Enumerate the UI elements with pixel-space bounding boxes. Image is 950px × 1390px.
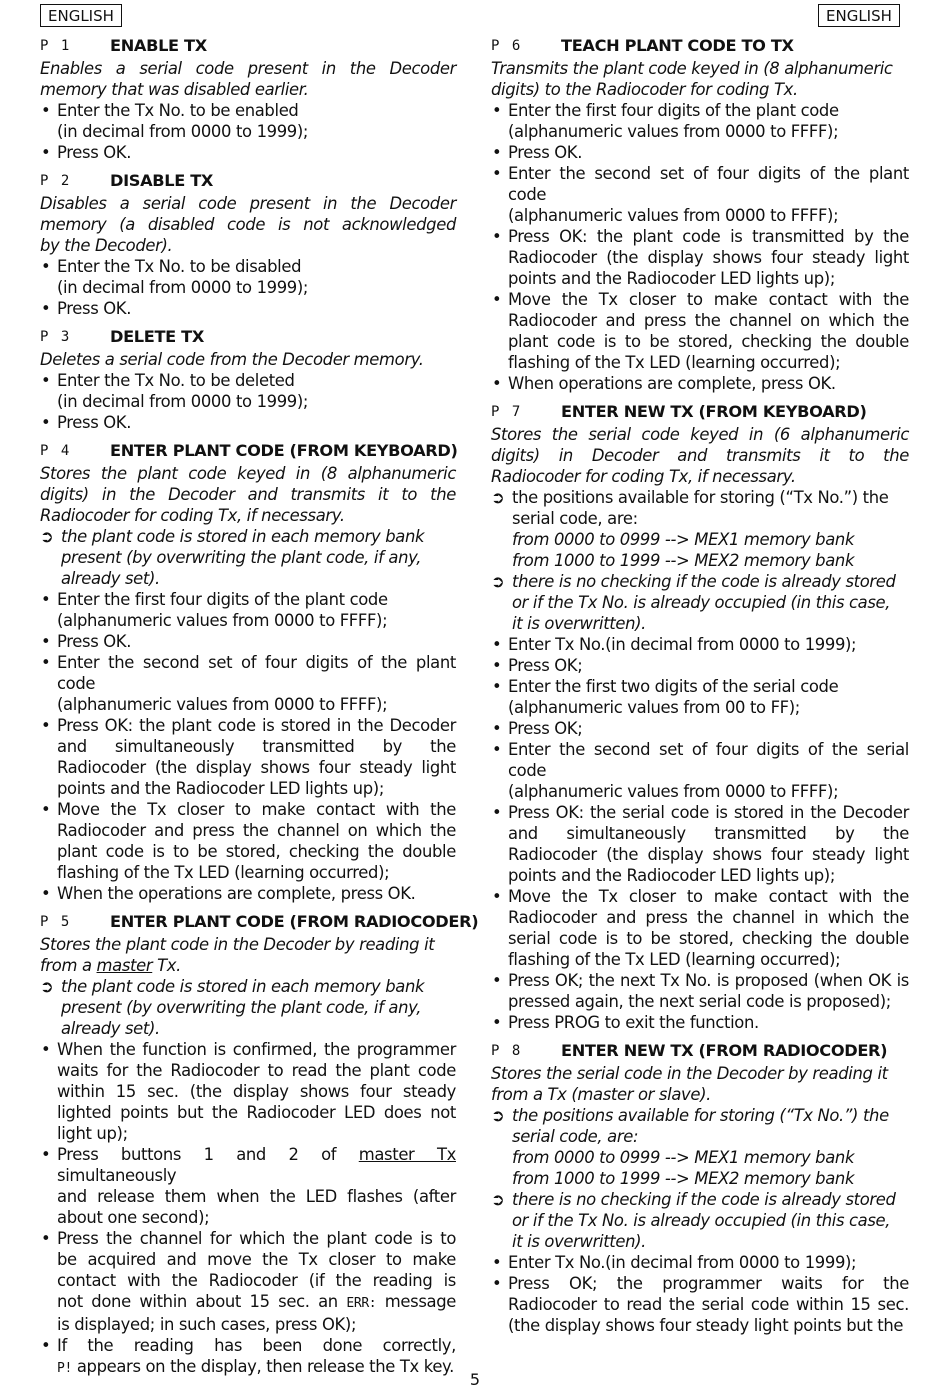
note-item [491,1189,909,1252]
list-item [491,739,909,802]
item-line: When the operations are complete, press OK. [57,884,416,903]
list-item [491,1273,909,1336]
note-line: it is overwritten). [512,1232,647,1251]
list-item [40,412,456,433]
item-line: flashing of the Tx LED (learning occurred); [508,950,841,969]
bullet-icon: • [41,371,51,390]
item-line: (alphanumeric values from 0000 to FFFF); [508,122,839,141]
item-line: Enter the second set of four digits of the serial [508,740,909,759]
section-title: ENTER PLANT CODE (FROM KEYBOARD) [110,441,458,460]
item-line: points and the Radiocoder LED lights up); [508,269,835,288]
item-line: (in decimal from 0000 to 1999); [57,278,309,297]
item-line: serial code is to be stored, checking the double [508,929,909,948]
item-line: Press OK. [57,143,132,162]
list-item [40,100,456,142]
note-line: there is no checking if the code is already stored [512,1190,896,1209]
note-line: there is no checking if the code is already stored [512,572,896,591]
description-line: digits) to the Radiocoder for coding Tx. [491,80,798,99]
program-code: P 3 [40,329,72,345]
note-line: serial code, are: [512,1127,639,1146]
program-code: P 1 [40,38,72,54]
section-p7 [491,400,909,1033]
section-heading [491,34,909,58]
arrow-icon: ➲ [491,572,505,591]
note-line: from 1000 to 1999 --> MEX2 memory bank [512,551,855,570]
note-line: already set). [61,569,160,588]
item-line: Press OK; [508,656,583,675]
page-number: 5 [469,1370,481,1389]
note-item [491,571,909,634]
list-item [40,715,456,799]
item-line: Enter the second set of four digits of the plant [57,653,456,672]
note-line: serial code, are: [512,509,638,528]
bullet-icon: • [41,716,51,735]
section-title: ENTER PLANT CODE (FROM RADIOCODER) [110,912,479,931]
section-heading [40,34,456,58]
note-line: already set). [61,1019,160,1038]
item-line: about one second); [57,1208,210,1227]
list-item [491,634,909,655]
item-line: Press OK. [508,143,583,162]
section-heading [491,400,909,424]
item-line: Press OK: the plant code is transmitted by the [508,227,909,246]
description-line: Enables a serial code present in the Decoder [40,59,456,78]
item-line: When the function is confirmed, the programmer [57,1040,456,1059]
bullet-icon: • [492,290,502,309]
list-item [491,655,909,676]
item-line: Enter Tx No.(in decimal from 0000 to 1999); [508,635,857,654]
list-item [491,226,909,289]
item-line: Radiocoder and press the channel on which the [508,311,909,330]
program-code: P 8 [491,1043,523,1059]
item-line: Press PROG to exit the function. [508,1013,759,1032]
section-heading [40,325,456,349]
bullet-icon: • [492,719,502,738]
section-p6 [491,34,909,394]
underlined-term: master [96,956,153,975]
section-p5 [40,910,479,1379]
section-p3 [40,325,456,433]
item-line: code [508,761,547,780]
note-line: the positions available for storing (“Tx No.”) the [512,488,889,507]
note-line: or if the Tx No. is already occupied (in this case, [512,593,891,612]
text-run: from a [40,956,97,975]
section-title: ENABLE TX [110,36,207,55]
note-line: or if the Tx No. is already occupied (in this case, [512,1211,891,1230]
bullet-icon: • [492,971,502,990]
text-run: Press buttons 1 and 2 of [57,1145,359,1164]
list-item [491,1012,909,1033]
description-line: memory that was disabled earlier. [40,80,309,99]
section-title: DISABLE TX [110,171,214,190]
item-line: Press OK; [508,719,583,738]
list-item [491,718,909,739]
note-line: the plant code is stored in each memory bank [61,527,425,546]
section-title: TEACH PLANT CODE TO TX [561,36,794,55]
item-line: points and the Radiocoder LED lights up); [57,779,384,798]
description-line [40,955,456,976]
left-column [40,34,479,1385]
description-line: Stores the plant code in the Decoder by reading it [40,935,435,954]
item-line: waits for the Radiocoder to read the plant code [57,1061,456,1080]
program-code: P 5 [40,914,72,930]
item-line: Press OK. [57,632,132,651]
item-line: flashing of the Tx LED (learning occurred); [508,353,841,372]
item-line: pressed again, the next serial code is proposed); [508,992,891,1011]
item-line: contact with the Radiocoder (if the reading is [57,1271,456,1290]
item-line: and release them when the LED flashes (after [57,1187,456,1206]
item-line: (alphanumeric values from 0000 to FFFF); [508,206,839,225]
item-line: Move the Tx closer to make contact with the [508,887,909,906]
bullet-icon: • [492,101,502,120]
bullet-icon: • [492,803,502,822]
item-line: Enter the second set of four digits of the plant [508,164,909,183]
description-line: Transmits the plant code keyed in (8 alphanumeric [491,59,893,78]
item-line: (in decimal from 0000 to 1999); [57,392,309,411]
section-p2 [40,169,456,319]
section-heading [491,1039,909,1063]
list-item [491,289,909,373]
item-line: Press the channel for which the plant code is to [57,1229,456,1248]
list-item [40,256,456,298]
display-message: ERR: [346,1296,377,1311]
item-line: Press OK: the serial code is stored in the Decoder [508,803,909,822]
section-title: DELETE TX [110,327,204,346]
bullet-icon: • [492,887,502,906]
item-line: points and the Radiocoder LED lights up); [508,866,835,885]
bullet-icon: • [41,299,51,318]
item-line: light up); [57,1124,128,1143]
description-line: memory (a disabled code is not acknowledged [40,215,456,234]
description-line: Stores the serial code keyed in (6 alphanumeric [491,425,909,444]
bullet-icon: • [492,143,502,162]
description-line: digits) in Decoder and transmits it to the [491,446,909,465]
list-item [491,373,909,394]
list-item [491,142,909,163]
item-line: plant code is to be stored, checking the double [57,842,456,861]
section-title: ENTER NEW TX (FROM RADIOCODER) [561,1041,888,1060]
bullet-icon: • [41,143,51,162]
item-line: Move the Tx closer to make contact with the [508,290,909,309]
text-run: Tx. [152,956,181,975]
list-item [40,298,456,319]
arrow-icon: ➲ [491,1190,505,1209]
bullet-icon: • [492,740,502,759]
item-line: flashing of the Tx LED (learning occurred); [57,863,390,882]
item-line: Press OK; the programmer waits for the [508,1274,909,1293]
note-line: from 0000 to 0999 --> MEX1 memory bank [512,1148,855,1167]
item-line: plant code is to be stored, checking the double [508,332,909,351]
section-p8 [491,1039,909,1336]
bullet-icon: • [492,374,502,393]
bullet-icon: • [41,101,51,120]
item-line: Move the Tx closer to make contact with the [57,800,456,819]
list-item [491,100,909,142]
arrow-icon: ➲ [40,527,54,546]
right-column [491,34,909,1342]
text-run: not done within about 15 sec. an [57,1292,347,1311]
item-line: Radiocoder to read the serial code within 15 sec. [508,1295,909,1314]
program-code: P 6 [491,38,523,54]
item-line: Enter the first two digits of the serial code [508,677,839,696]
list-item [40,883,456,904]
section-title: ENTER NEW TX (FROM KEYBOARD) [561,402,867,421]
bullet-icon: • [492,677,502,696]
item-line: (alphanumeric values from 0000 to FFFF); [508,782,839,801]
item-line: When operations are complete, press OK. [508,374,836,393]
item-line: Enter the Tx No. to be enabled [57,101,299,120]
list-item [40,1039,456,1144]
bullet-icon: • [492,656,502,675]
item-line: Radiocoder (the display shows four steady light [508,248,909,267]
item-line: (in decimal from 0000 to 1999); [57,122,309,141]
program-code: P 2 [40,173,72,189]
program-code: P 7 [491,404,523,420]
description-line: Stores the plant code keyed in (8 alphanumeric [40,464,456,483]
item-line [57,1291,456,1314]
description-line: Radiocoder for coding Tx, if necessary. [491,467,796,486]
language-label-right: ENGLISH [818,4,900,27]
list-item [491,1252,909,1273]
description-line: Radiocoder for coding Tx, if necessary. [40,506,345,525]
bullet-icon: • [492,1013,502,1032]
bullet-icon: • [41,1336,51,1355]
section-p4 [40,439,456,904]
item-line: Enter Tx No.(in decimal from 0000 to 1999); [508,1253,857,1272]
note-line: it is overwritten). [512,614,647,633]
note-line: from 1000 to 1999 --> MEX2 memory bank [512,1169,855,1188]
bullet-icon: • [41,884,51,903]
description-line: Stores the serial code in the Decoder by reading it [491,1064,888,1083]
list-item [491,163,909,226]
display-message: P! [57,1361,72,1376]
list-item [491,676,909,718]
description-line: Disables a serial code present in the Decoder [40,194,456,213]
arrow-icon: ➲ [40,977,54,996]
item-line: Press OK; the next Tx No. is proposed (when OK is [508,971,909,990]
item-line: be acquired and move the Tx closer to make [57,1250,456,1269]
bullet-icon: • [492,1274,502,1293]
item-line: (alphanumeric values from 00 to FF); [508,698,800,717]
list-item [40,631,456,652]
item-line: If the reading has been done correctly, [57,1336,456,1355]
bullet-icon: • [41,1040,51,1059]
item-line: (the display shows four steady light points but the [508,1316,904,1335]
bullet-icon: • [41,1229,51,1248]
bullet-icon: • [492,635,502,654]
description-line: Deletes a serial code from the Decoder memory. [40,350,424,369]
note-line: from 0000 to 0999 --> MEX1 memory bank [512,530,855,549]
language-label-left: ENGLISH [40,4,122,27]
note-line: present (by overwriting the plant code, if any, [61,998,422,1017]
list-item [40,589,456,631]
arrow-icon: ➲ [491,1106,505,1125]
bullet-icon: • [41,257,51,276]
description-line: from a Tx (master or slave). [491,1085,711,1104]
item-line: Radiocoder and press the channel on which the [57,821,456,840]
item-line: code [57,674,96,693]
item-line: Radiocoder (the display shows four steady light [508,845,909,864]
item-line: Press OK: the plant code is stored in the Decoder [57,716,456,735]
note-line: the plant code is stored in each memory bank [61,977,425,996]
program-code: P 4 [40,443,72,459]
bullet-icon: • [41,413,51,432]
arrow-icon: ➲ [491,488,505,507]
item-line: Enter the Tx No. to be disabled [57,257,302,276]
note-line: the positions available for storing (“Tx No.”) the [512,1106,889,1125]
list-item [40,1228,456,1335]
note-item [491,1105,909,1189]
item-line [57,1144,456,1186]
underlined-term: master Tx [358,1145,456,1164]
text-run: message [376,1292,457,1311]
item-line: Radiocoder and press the channel in which the [508,908,909,927]
item-line: lighted points but the Radiocoder LED does not [57,1103,456,1122]
item-line: Enter the Tx No. to be deleted [57,371,295,390]
list-item [491,886,909,970]
bullet-icon: • [41,1145,51,1164]
description-line: by the Decoder). [40,236,173,255]
list-item [40,370,456,412]
item-line: (alphanumeric values from 0000 to FFFF); [57,611,388,630]
note-item [491,487,909,571]
item-line: Radiocoder (the display shows four steady light [57,758,456,777]
note-item [40,976,456,1039]
list-item [40,142,456,163]
text-run: appears on the display, then release the Tx key. [71,1357,454,1376]
bullet-icon: • [41,632,51,651]
item-line: (alphanumeric values from 0000 to FFFF); [57,695,388,714]
item-line: Enter the first four digits of the plant code [508,101,839,120]
bullet-icon: • [492,164,502,183]
list-item [491,970,909,1012]
note-item [40,526,456,589]
item-line: code [508,185,547,204]
section-p1 [40,34,456,163]
item-line: and simultaneously transmitted by the [508,824,909,843]
bullet-icon: • [41,590,51,609]
bullet-icon: • [41,800,51,819]
list-item [40,1144,456,1228]
item-line: Press OK. [57,299,132,318]
list-item [40,799,456,883]
item-line: Press OK. [57,413,132,432]
note-line: present (by overwriting the plant code, if any, [61,548,422,567]
item-line: is displayed; in such cases, press OK); [57,1315,357,1334]
description-line: digits) in the Decoder and transmits it to the [40,485,456,504]
item-line: Enter the first four digits of the plant code [57,590,388,609]
section-heading [40,910,479,934]
bullet-icon: • [41,653,51,672]
text-run: simultaneously [57,1166,177,1185]
list-item [491,802,909,886]
bullet-icon: • [492,1253,502,1272]
section-heading [40,439,456,463]
list-item [40,652,456,715]
bullet-icon: • [492,227,502,246]
item-line: and simultaneously transmitted by the [57,737,456,756]
section-heading [40,169,456,193]
item-line: within 15 sec. (the display shows four steady [57,1082,456,1101]
